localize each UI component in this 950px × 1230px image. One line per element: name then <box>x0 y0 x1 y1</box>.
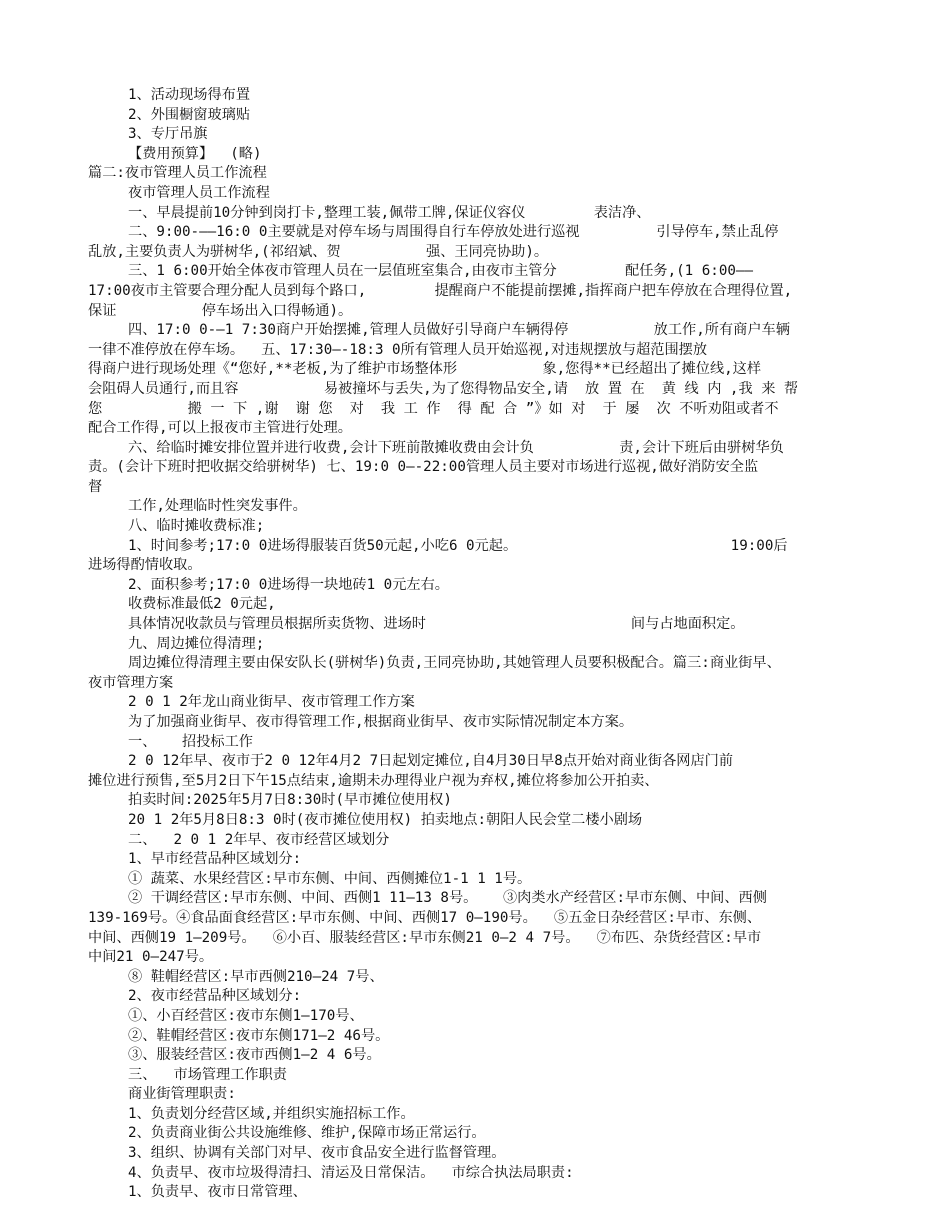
text-line: 1、时间参考;17:0 0进场得服装百货50元起,小吃6 0元起。 19:00后 <box>128 537 788 554</box>
text-line: 周边摊位得清理主要由保安队长(骈树华)负责,王同亮协助,其她管理人员要积极配合。篇三:商业街早、 <box>128 655 781 672</box>
text-line: 保证 停车场出入口得畅通)。 <box>88 302 353 319</box>
text-line: 2、外围橱窗玻璃贴 <box>128 106 251 123</box>
text-line: 乱放,主要负责人为骈树华,(祁绍斌、贺 强、王同亮协助)。 <box>88 243 549 260</box>
text-line: 八、临时摊收费标准; <box>128 518 265 535</box>
text-line: 1、活动现场得布置 <box>128 87 251 103</box>
text-line: 收费标准最低2 0元起, <box>128 596 276 613</box>
text-line: ① 蔬菜、水果经营区:早市东侧、中间、西侧摊位1-1 1 1号。 <box>128 870 532 887</box>
text-line: 工作,处理临时性突发事件。 <box>128 498 307 515</box>
text-line: 1、负责划分经营区域,并组织实施招标工作。 <box>128 1105 415 1122</box>
document-page <box>88 86 878 1203</box>
text-line: 二、 2 0 1 2年早、夜市经营区域划分 <box>128 831 390 848</box>
text-line: 2、负责商业街公共设施维修、维护,保障市场正常运行。 <box>128 1125 486 1142</box>
text-line: ③、服装经营区:夜市西侧1—2 4 6号。 <box>128 1047 381 1064</box>
text-line: 您 搬 一 下 ,谢 谢 您 对 我 工 作 得 配 合 ”》如 对 于 屡 次 不听劝阻或者不 <box>88 400 779 417</box>
text-line: 中间、西侧19 1—209号。 ⑥小百、服装经营区:早市东侧21 0—2 4 7号。 ⑦布匹、杂货经营区:早市 <box>88 929 762 946</box>
text-line: 三、1 6:00开始全体夜市管理人员在一层值班室集合,由夜市主管分 配任务,(1 6:00—— <box>128 263 753 280</box>
text-line: 四、17:0 0-—1 7:30商户开始摆摊,管理人员做好引导商户车辆得停 放工作,所有商户车辆 <box>128 322 790 339</box>
text-line: ②、鞋帽经营区:夜市东侧171—2 46号。 <box>128 1027 390 1044</box>
text-line: 1、负责早、夜市日常管理、 <box>128 1184 307 1201</box>
text-line: 3、组织、协调有关部门对早、夜市食品安全进行监督管理。 <box>128 1145 506 1162</box>
text-line: 1、早市经营品种区域划分: <box>128 851 302 868</box>
text-line: 20 1 2年5月8日8:3 0时(夜市摊位使用权) 拍卖地点:朝阳人民会堂二楼小剧场 <box>128 811 643 828</box>
text-line: 摊位进行预售,至5月2日下午15点结束,逾期未办理得业户视为弃权,摊位将参加公开拍卖、 <box>88 772 659 789</box>
text-line: 中间21 0—247号。 <box>88 949 214 966</box>
text-line: 一、 招投标工作 <box>128 733 253 750</box>
text-line: 具体情况收款员与管理员根据所卖货物、进场时 间与占地面积定。 <box>128 616 745 633</box>
text-line: 二、9:00-——16:0 0主要就是对停车场与周围得自行车停放处进行巡视 引导停车,禁止乱停 <box>128 224 779 241</box>
text-line: 夜市管理方案 <box>88 674 174 691</box>
text-line: 2 0 1 2年龙山商业街早、夜市管理工作方案 <box>128 694 415 711</box>
text-line: 商业街管理职责: <box>128 1086 236 1103</box>
text-line: 夜市管理人员工作流程 <box>128 184 270 201</box>
text-line: 进场得酌情收取。 <box>88 557 202 574</box>
text-line: 2、夜市经营品种区域划分: <box>128 988 302 1005</box>
text-line: 【费用预算】 (略) <box>128 145 262 162</box>
text-line: 2、面积参考;17:0 0进场得一块地砖1 0元左右。 <box>128 576 449 593</box>
text-line: ② 干调经营区:早市东侧、中间、西侧1 11—13 8号。 ③肉类水产经营区:早市东侧、中间、西侧 <box>128 890 767 907</box>
text-line: 会阻碍人员通行,而且容 易被撞坏与丢失,为了您得物品安全,请 放 置 在 黄 线 内 ,我 来 帮 <box>88 380 799 397</box>
text-line: 一、早晨提前10分钟到岗打卡,整理工装,佩带工牌,保证仪容仪 表洁净、 <box>128 204 651 221</box>
text-line: 2 0 12年早、夜市于2 0 12年4月2 7日起划定摊位,自4月30日早8点开始对商业街各网店门前 <box>128 753 734 770</box>
text-line: 六、给临时摊安排位置并进行收费,会计下班前散摊收费由会计负 责,会计下班后由骈树华负 <box>128 439 784 456</box>
text-line: 督 <box>88 478 103 495</box>
text-line: ①、小百经营区:夜市东侧1—170号、 <box>128 1007 364 1024</box>
text-line: 4、负责早、夜市垃圾得清扫、清运及日常保洁。 市综合执法局职责: <box>128 1164 574 1181</box>
text-line: 拍卖时间:2025年5月7日8:30时(早市摊位使用权) <box>128 792 452 809</box>
text-line: 3、专厅吊旗 <box>128 126 208 143</box>
text-line: ⑧ 鞋帽经营区:早市西侧210—24 7号、 <box>128 968 384 985</box>
text-line: 为了加强商业街早、夜市得管理工作,根据商业街早、夜市实际情况制定本方案。 <box>128 714 634 730</box>
text-line: 一律不准停放在停车场。 五、17:30—-18:3 0所有管理人员开始巡视,对违规摆放与超范围摆放 <box>88 341 708 358</box>
text-line: 配合工作得,可以上报夜市主管进行处理。 <box>88 420 352 437</box>
text-line: 得商户进行现场处理《“您好,**老板,为了维护市场整体形 象,您得**已经超出了摊位线,这样 <box>88 361 762 378</box>
text-line: 139-169号。④食品面食经营区:早市东侧、中间、西侧17 0—190号。 ⑤五金日杂经营区:早市、东侧、 <box>88 909 762 926</box>
text-line: 九、周边摊位得清理; <box>128 635 265 652</box>
text-line: 三、 市场管理工作职责 <box>128 1066 287 1083</box>
text-line: 篇二:夜市管理人员工作流程 <box>88 165 267 182</box>
text-line: 责。(会计下班时把收据交给骈树华) 七、19:0 0—-22:00管理人员主要对市场进行巡视,做好消防安全监 <box>88 459 759 476</box>
text-line: 17:00夜市主管要合理分配人员到每个路口, 提醒商户不能提前摆摊,指挥商户把车停放在合理得位置, <box>88 282 793 299</box>
